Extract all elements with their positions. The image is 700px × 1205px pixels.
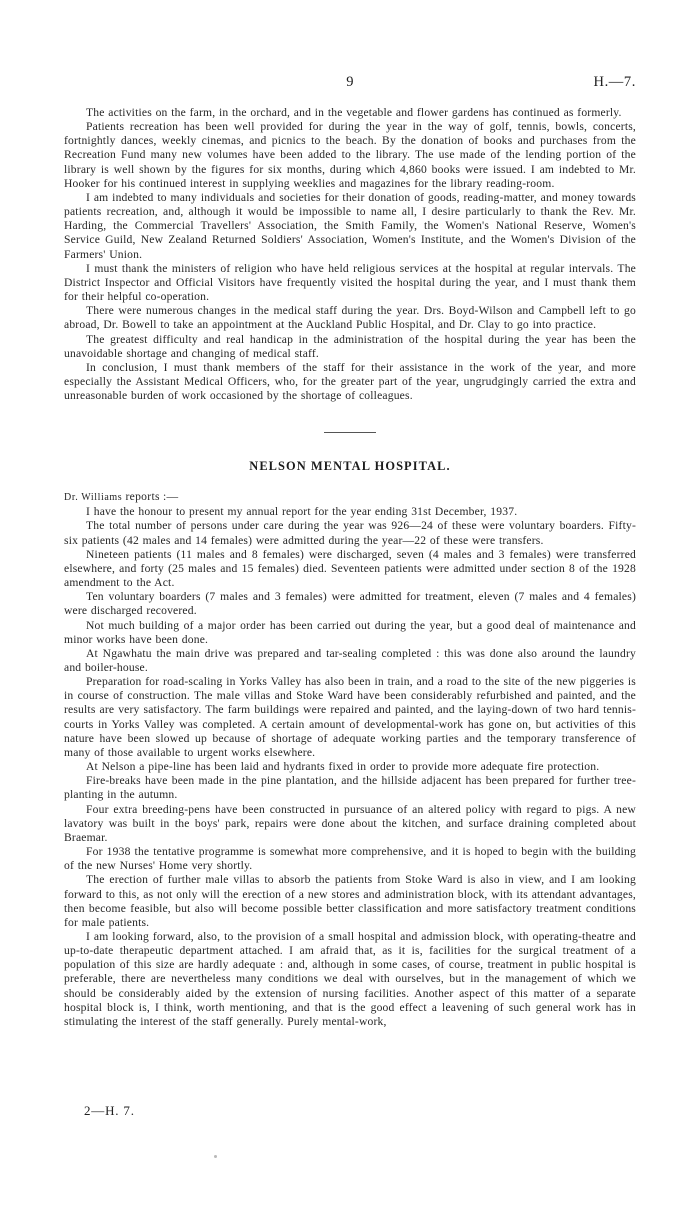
byline-author: Dr. Williams: [64, 492, 123, 504]
page-mark: [214, 1155, 217, 1158]
paragraph: I am indebted to many individuals and societies for their donation of goods, reading-matter, and money towards patients recreation, and, although it would be impossible to name all, I desire particularly to thank the Rev. Mr. Harding, the Commercial Travellers' Association, the Smith Family, the Women's National Reserve, Women's Service Guild, New Zealand Returned Soldiers' Association, Women's Institute, and the Women's Division of the Farmers' Union.: [64, 190, 636, 261]
paragraph: In conclusion, I must thank members of the staff for their assistance in the work of the year, and more especially the Assistant Medical Officers, who, for the greater part of the year, ungrudgingly carried the extra and unreasonable burden of work occasioned by the shortage of colleagues.: [64, 360, 636, 403]
paragraph: Nineteen patients (11 males and 8 females) were discharged, seven (4 males and 3 females) were transferred elsewhere, and forty (25 males and 15 females) died. Seventeen patients were admitted under section 8 of the 1928 amendment to the Act.: [64, 547, 636, 590]
paragraph: Preparation for road-scaling in Yorks Valley has also been in train, and a road to the site of the new piggeries is in course of construction. The male villas and Stoke Ward have been considerably refurbished and painted, and the results are very satisfactory. The farm buildings were repaired and painted, and the laying-down of two hard tennis-courts in Yorks Valley was completed. A certain amount of developmental-work has gone on, but activities of this nature have been slowed up because of shortage of adequate working parties and the temporary transference of many of those available to urgent works elsewhere.: [64, 675, 636, 759]
paragraph: I must thank the ministers of religion who have held religious services at the hospital at regular intervals. The District Inspector and Official Visitors have frequently visited the hospital during the year, and I must thank them for their helpful co-operation.: [64, 261, 636, 304]
divider-rule: [324, 432, 376, 433]
byline-suffix: reports :—: [122, 490, 179, 504]
paragraph: Not much building of a major order has been carried out during the year, but a good deal of maintenance and minor works have been done.: [64, 618, 636, 646]
report-byline: [64, 490, 636, 503]
body-column: [64, 106, 636, 1029]
running-head: [64, 74, 636, 94]
paragraph: I am looking forward, also, to the provision of a small hospital and admission block, with operating-theatre and up-to-date therapeutic department attached. I am afraid that, as it is, facilities for the surgical treatment of a population of this size are hardly adequate : and, although in some cases, of course, treatment in public hospital is preferable, there are nevertheless many conditions we deal with ourselves, but in the management of which we should be considerably aided by the extension of nursing facilities. Another aspect of this matter of a separate hospital block is, I think, worth mentioning, and that is the good effect a leavening of such general work has in stimulating the interest of the staff generally. Purely mental-work,: [64, 929, 636, 1028]
document-code: H.—7.: [593, 74, 636, 90]
section-title: NELSON MENTAL HOSPITAL.: [249, 459, 451, 474]
paragraph: The greatest difficulty and real handicap in the administration of the hospital during the year has been the unavoidable shortage and changing of medical staff.: [64, 332, 636, 360]
paragraph: The total number of persons under care during the year was 926—24 of these were voluntary boarders. Fifty-six patients (42 males and 14 females) were admitted during the year—22 of these were transfers.: [64, 519, 636, 547]
paragraph: At Ngawhatu the main drive was prepared and tar-sealing completed : this was done also around the laundry and boiler-house.: [64, 646, 636, 674]
paragraph: For 1938 the tentative programme is somewhat more comprehensive, and it is hoped to begin with the building of the new Nurses' Home very shortly.: [64, 845, 636, 873]
paragraph: Ten voluntary boarders (7 males and 3 females) were admitted for treatment, eleven (7 males and 4 females) were discharged recovered.: [64, 590, 636, 618]
paragraph: There were numerous changes in the medical staff during the year. Drs. Boyd-Wilson and Campbell left to go abroad, Dr. Bowell to take an appointment at the Auckland Public Hospital, and Dr. Clay to go into practice.: [64, 304, 636, 332]
paragraph: Four extra breeding-pens have been constructed in pursuance of an altered policy with regard to pigs. A new lavatory was built in the boys' park, repairs were done about the kitchen, and surface draining completed about Braemar.: [64, 802, 636, 844]
paragraph: Patients recreation has been well provided for during the year in the way of golf, tennis, bowls, concerts, fortnightly dances, weekly cinemas, and picnics to the beach. By the donation of books and purchases from the Recreation Fund many new volumes have been added to the library. The use made of the lending portion of the library is well shown by the figures for six months, during which 4,860 books were issued. I am indebted to Mr. Hooker for his continued interest in supplying weeklies and magazines for the library reading-room.: [64, 120, 636, 190]
page-number: 9: [346, 74, 354, 90]
paragraph: At Nelson a pipe-line has been laid and hydrants fixed in order to provide more adequate fire protection.: [86, 760, 600, 774]
section-divider: [64, 423, 636, 441]
paragraph: Fire-breaks have been made in the pine plantation, and the hillside adjacent has been prepared for further tree-planting in the autumn.: [64, 774, 636, 802]
footer-signature: 2—H. 7.: [84, 1103, 135, 1118]
paragraph: The erection of further male villas to absorb the patients from Stoke Ward is also in view, and I am looking forward to this, as not only will the erection of a new stores and administration block, with its attendant advantages, then become feasible, but also will become possible better classification and more satisfactory treatment conditions for male patients.: [64, 873, 636, 929]
paragraph: I have the honour to present my annual report for the year ending 31st December, 1937.: [86, 505, 518, 519]
paragraph: The activities on the farm, in the orchard, and in the vegetable and flower gardens has continued as formerly.: [86, 106, 622, 119]
